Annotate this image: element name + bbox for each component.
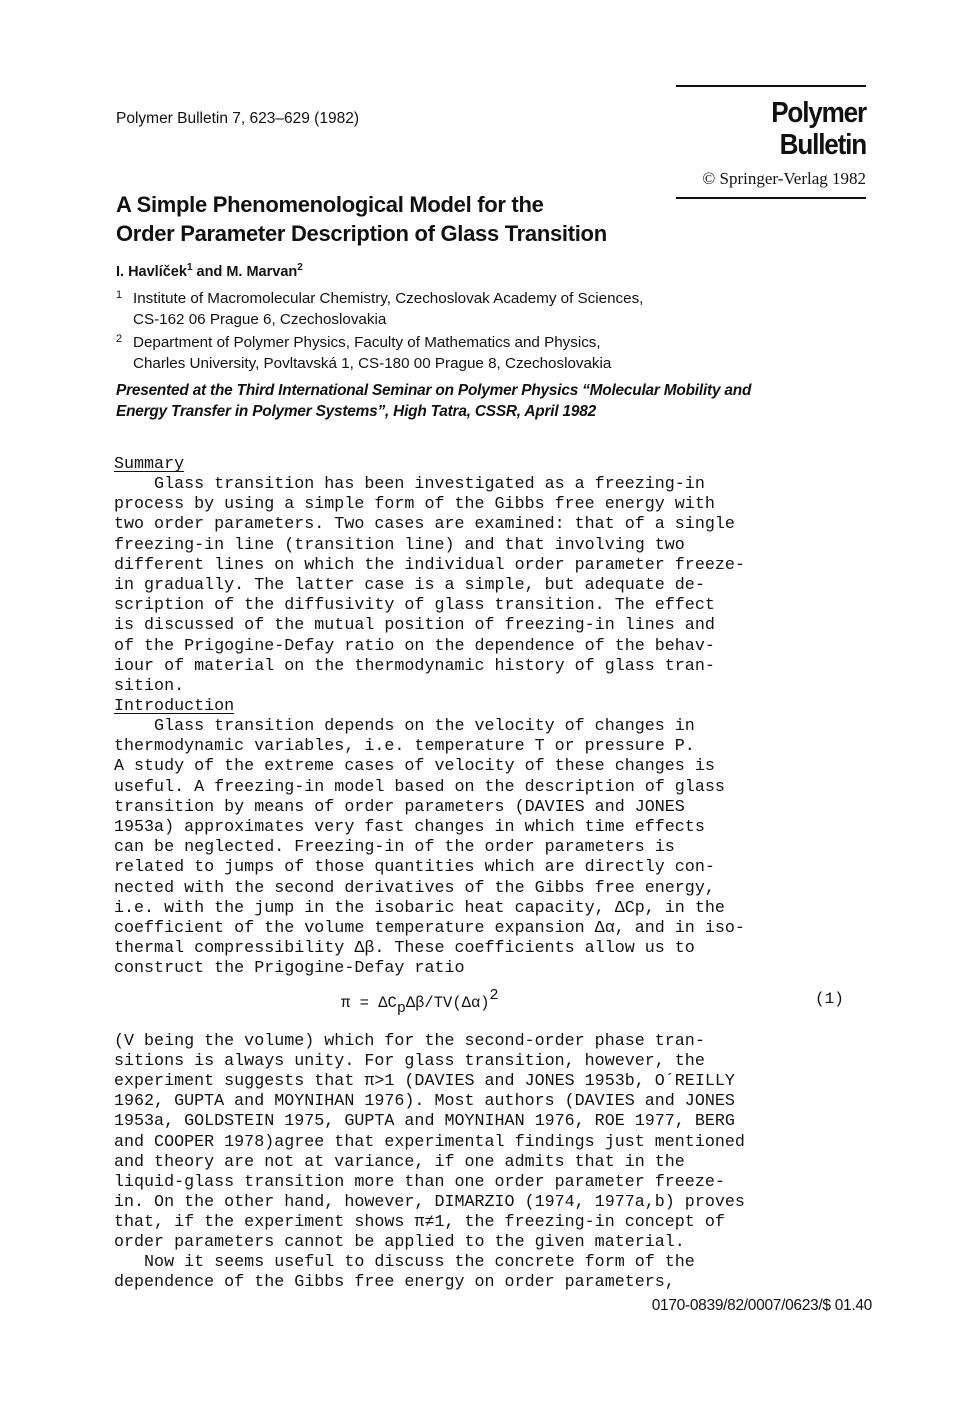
introduction-line: nected with the second derivatives of the Gibbs free energy, [114,878,715,898]
summary-heading: Summary [114,455,185,474]
author-2-affiliation-mark: 2 [297,262,303,273]
introduction-line: (V being the volume) which for the second-order phase tran- [114,1032,705,1051]
affiliation-2-number: 2 [116,333,123,345]
author-1: I. Havlíček [116,263,187,280]
affiliation-2 [116,332,611,374]
introduction-line: Glass transition depends on the velocity of changes in [114,717,695,736]
author-list [116,262,303,280]
affiliation-2-line-2: Charles University, Povltavská 1, CS-180 00 Prague 8, Czechoslovakia [133,355,612,372]
article-title [116,190,856,248]
introduction-line: thermodynamic variables, i.e. temperature T or pressure P. [114,737,695,757]
author-conjunction: and [192,263,227,280]
presentation-note-line-1: Presented at the Third International Seminar on Polymer Physics “Molecular Mobility and [116,382,752,399]
introduction-line: and COOPER 1978)agree that experimental findings just mentioned [114,1132,745,1152]
introduction-line: sitions is always unity. For glass transition, however, the [114,1052,705,1072]
publisher-copyright: © Springer-Verlag 1982 [702,169,866,188]
summary-line: two order parameters. Two cases are examined: that of a single [114,515,735,535]
introduction-line: transition by means of order parameters (DAVIES and JONES [114,797,685,817]
introduction-line: liquid-glass transition more than one order parameter freeze- [114,1172,725,1192]
presentation-note-line-2: Energy Transfer in Polymer Systems”, High Tatra, CSSR, April 1982 [116,403,596,420]
journal-brand-block [676,85,866,199]
introduction-line: related to jumps of those quantities which are directly con- [114,858,715,878]
summary-line: scription of the diffusivity of glass transition. The effect [114,596,715,616]
affiliation-1-number: 1 [116,289,123,301]
introduction-line: 1953a, GOLDSTEIN 1975, GUPTA and MOYNIHAN 1976, ROE 1977, BERG [114,1112,735,1132]
equation-subscript: p [396,1000,406,1017]
affiliation-1 [116,288,643,330]
introduction-line: can be neglected. Freezing-in of the order parameters is [114,838,675,858]
summary-line: freezing-in line (transition line) and that involving two [114,535,685,555]
affiliation-1-line-1: Institute of Macromolecular Chemistry, Czechoslovak Academy of Sciences, [133,290,644,307]
introduction-line: and theory are not at variance, if one admits that in the [114,1152,685,1172]
summary-line: process by using a simple form of the Gibbs free energy with [114,495,715,515]
introduction-line: Now it seems useful to discuss the concrete form of the [114,1253,695,1273]
affiliation-2-line-1: Department of Polymer Physics, Faculty of Mathematics and Physics, [133,334,601,351]
introduction-line: in. On the other hand, however, DIMARZIO (1974, 1977a,b) proves [114,1192,745,1212]
introduction-line: i.e. with the jump in the isobaric heat capacity, ΔCp, in the [114,898,725,918]
summary-line: sition. [114,677,185,696]
equation-number: (1) [815,990,844,1008]
brand-top-rule [676,85,866,87]
summary-line: different lines on which the individual order parameter freeze- [114,555,745,575]
introduction-line: useful. A freezing-in model based on the description of glass [114,777,725,797]
introduction-line: coefficient of the volume temperature expansion Δα, and in iso- [114,919,745,938]
summary-line: is discussed of the mutual position of freezing-in lines and [114,616,715,636]
title-line-1: A Simple Phenomenological Model for the [116,192,544,217]
author-2: M. Marvan [226,263,298,280]
introduction-line: A study of the extreme cases of velocity of these changes is [114,757,715,777]
author-1-affiliation-mark: 1 [186,262,193,273]
summary-line: of the Prigogine-Defay ratio on the dependence of the behav- [114,636,715,656]
journal-citation: Polymer Bulletin 7, 623–629 (1982) [116,110,359,127]
title-line-2: Order Parameter Description of Glass Transition [116,221,607,246]
introduction-heading: Introduction [114,697,235,716]
summary-line: in gradually. The latter case is a simple, but adequate de- [114,576,705,595]
introduction-line: order parameters cannot be applied to the given material. [114,1233,685,1252]
affiliation-1-line-2: CS-162 06 Prague 6, Czechoslovakia [133,311,387,328]
introduction-line: experiment suggests that π>1 (DAVIES and JONES 1953b, O´REILLY [114,1072,735,1092]
summary-line: iour of material on the thermodynamic history of glass tran- [114,656,715,676]
introduction-line: 1962, GUPTA and MOYNIHAN 1976). Most authors (DAVIES and JONES [114,1092,735,1112]
journal-logo: Polymer Bulletin [771,97,866,161]
summary-line: Glass transition has been investigated as a freezing-in [114,475,705,494]
presentation-note [116,380,876,422]
equation-superscript: 2 [489,987,499,1004]
introduction-line: thermal compressibility Δβ. These coefficients allow us to [114,939,695,959]
introduction-line: dependence of the Gibbs free energy on order parameters, [114,1273,675,1293]
equation-rhs: Δβ/TV(Δα) [405,994,490,1012]
equation-prigogine-defay [341,987,499,1017]
introduction-line: that, if the experiment shows π≠1, the freezing-in concept of [114,1212,725,1232]
introduction-line: construct the Prigogine-Defay ratio [114,959,465,979]
equation-lhs: π = ΔC [341,994,397,1012]
introduction-line: 1953a) approximates very fast changes in which time effects [114,818,705,837]
article-code: 0170-0839/82/0007/0623/$ 01.40 [651,1297,872,1314]
